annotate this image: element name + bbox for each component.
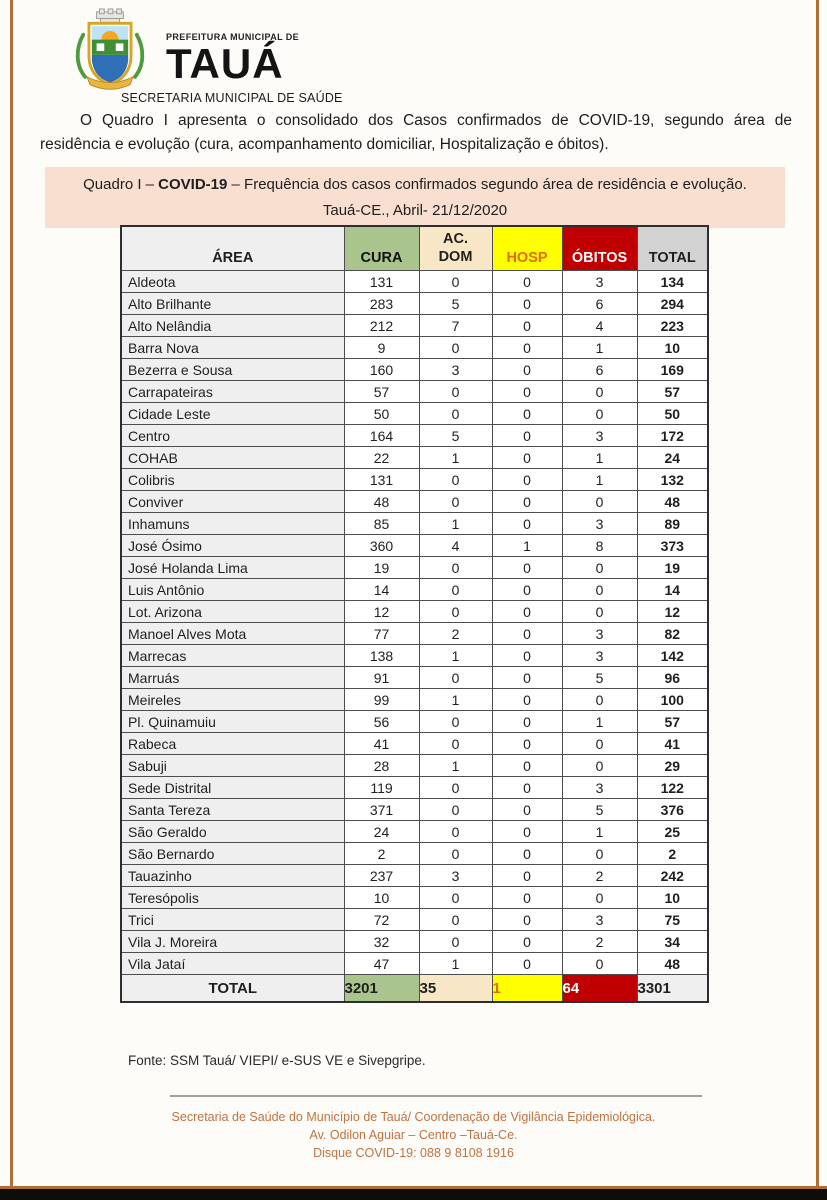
area-cell: São Bernardo — [121, 843, 344, 865]
hosp-cell: 0 — [492, 315, 562, 337]
area-cell: Pl. Quinamuiu — [121, 711, 344, 733]
table-body — [121, 271, 708, 975]
table-row — [121, 337, 708, 359]
total-cell: 242 — [637, 865, 708, 887]
acdom-cell: 0 — [419, 403, 492, 425]
table-row — [121, 579, 708, 601]
total-cell: 172 — [637, 425, 708, 447]
page-border-right — [816, 0, 819, 1186]
acdom-cell: 0 — [419, 667, 492, 689]
obitos-cell: 0 — [562, 491, 637, 513]
obitos-cell: 0 — [562, 601, 637, 623]
obitos-cell: 0 — [562, 689, 637, 711]
cura-cell: 160 — [344, 359, 419, 381]
hosp-cell: 0 — [492, 601, 562, 623]
header-ac-dom — [419, 226, 492, 271]
table-row — [121, 645, 708, 667]
area-cell: COHAB — [121, 447, 344, 469]
title-covid-label: COVID-19 — [158, 176, 228, 193]
table-row — [121, 513, 708, 535]
cura-cell: 237 — [344, 865, 419, 887]
header-ac-dom-line2: DOM — [438, 249, 473, 266]
cura-cell: 85 — [344, 513, 419, 535]
obitos-cell: 3 — [562, 513, 637, 535]
hosp-cell: 0 — [492, 447, 562, 469]
header-total: TOTAL — [637, 226, 708, 271]
total-cell: 75 — [637, 909, 708, 931]
hosp-cell: 0 — [492, 865, 562, 887]
area-cell: Barra Nova — [121, 337, 344, 359]
obitos-cell: 2 — [562, 931, 637, 953]
hosp-cell: 0 — [492, 909, 562, 931]
table-row — [121, 667, 708, 689]
hosp-cell: 0 — [492, 271, 562, 293]
acdom-cell: 1 — [419, 689, 492, 711]
footer-line3: Disque COVID-19: 088 9 8108 1916 — [313, 1146, 514, 1161]
obitos-cell: 0 — [562, 579, 637, 601]
total-cell: 10 — [637, 337, 708, 359]
acdom-cell: 5 — [419, 293, 492, 315]
acdom-cell: 0 — [419, 579, 492, 601]
area-cell: Alto Brilhante — [121, 293, 344, 315]
table-row — [121, 733, 708, 755]
title-suffix: – Frequência dos casos confirmados segundo área de residência e evolução. — [227, 176, 747, 193]
table-total-row — [121, 975, 708, 1002]
hosp-cell: 0 — [492, 821, 562, 843]
total-cell: 96 — [637, 667, 708, 689]
total-cell: 29 — [637, 755, 708, 777]
acdom-cell: 5 — [419, 425, 492, 447]
hosp-cell: 0 — [492, 293, 562, 315]
cura-cell: 283 — [344, 293, 419, 315]
total-cell: 169 — [637, 359, 708, 381]
area-cell: Vila Jataí — [121, 953, 344, 975]
obitos-cell: 4 — [562, 315, 637, 337]
table-row — [121, 689, 708, 711]
table-header — [121, 226, 708, 271]
acdom-cell: 0 — [419, 469, 492, 491]
total-cell: 57 — [637, 381, 708, 403]
cura-cell: 22 — [344, 447, 419, 469]
acdom-cell: 0 — [419, 777, 492, 799]
table-row — [121, 887, 708, 909]
obitos-cell: 3 — [562, 425, 637, 447]
total-cell: 2 — [637, 843, 708, 865]
document-footer — [0, 1108, 827, 1162]
obitos-cell: 1 — [562, 337, 637, 359]
cura-cell: 2 — [344, 843, 419, 865]
obitos-cell: 0 — [562, 755, 637, 777]
hosp-cell: 0 — [492, 733, 562, 755]
total-cell: 41 — [637, 733, 708, 755]
table-row — [121, 777, 708, 799]
obitos-cell: 1 — [562, 711, 637, 733]
title-prefix: Quadro I – — [83, 176, 159, 193]
area-cell: Conviver — [121, 491, 344, 513]
area-cell: São Geraldo — [121, 821, 344, 843]
hosp-cell: 0 — [492, 667, 562, 689]
acdom-cell: 0 — [419, 733, 492, 755]
obitos-cell: 0 — [562, 843, 637, 865]
area-cell: Luis Antônio — [121, 579, 344, 601]
acdom-cell: 0 — [419, 557, 492, 579]
acdom-cell: 7 — [419, 315, 492, 337]
area-cell: Inhamuns — [121, 513, 344, 535]
hosp-cell: 0 — [492, 931, 562, 953]
table-row — [121, 293, 708, 315]
total-cell: 122 — [637, 777, 708, 799]
document-header — [62, 8, 299, 96]
area-cell: Bezerra e Sousa — [121, 359, 344, 381]
hosp-cell: 0 — [492, 623, 562, 645]
cura-cell: 41 — [344, 733, 419, 755]
table-row — [121, 469, 708, 491]
cura-cell: 91 — [344, 667, 419, 689]
table-row — [121, 359, 708, 381]
area-cell: Meireles — [121, 689, 344, 711]
total-obitos-cell: 64 — [562, 975, 637, 1002]
acdom-cell: 1 — [419, 645, 492, 667]
total-cell: 24 — [637, 447, 708, 469]
hosp-cell: 0 — [492, 843, 562, 865]
total-cell: 142 — [637, 645, 708, 667]
table-row — [121, 557, 708, 579]
total-cell: 14 — [637, 579, 708, 601]
acdom-cell: 0 — [419, 799, 492, 821]
hosp-cell: 0 — [492, 557, 562, 579]
obitos-cell: 8 — [562, 535, 637, 557]
obitos-cell: 3 — [562, 777, 637, 799]
footer-line2: Av. Odilon Aguiar – Centro –Tauá-Ce. — [309, 1128, 518, 1143]
header-obitos: ÓBITOS — [562, 226, 637, 271]
cura-cell: 10 — [344, 887, 419, 909]
hosp-cell: 0 — [492, 689, 562, 711]
acdom-cell: 0 — [419, 381, 492, 403]
hosp-cell: 0 — [492, 425, 562, 447]
acdom-cell: 4 — [419, 535, 492, 557]
obitos-cell: 1 — [562, 821, 637, 843]
cura-cell: 360 — [344, 535, 419, 557]
acdom-cell: 1 — [419, 447, 492, 469]
obitos-cell: 3 — [562, 271, 637, 293]
area-cell: Santa Tereza — [121, 799, 344, 821]
obitos-cell: 0 — [562, 887, 637, 909]
total-cell: 134 — [637, 271, 708, 293]
area-cell: José Ósimo — [121, 535, 344, 557]
obitos-cell: 1 — [562, 447, 637, 469]
cura-cell: 99 — [344, 689, 419, 711]
table-row — [121, 425, 708, 447]
table-row — [121, 843, 708, 865]
header-ac-dom-line1: AC. — [443, 231, 468, 247]
table-row — [121, 535, 708, 557]
cura-cell: 47 — [344, 953, 419, 975]
cura-cell: 28 — [344, 755, 419, 777]
cura-cell: 164 — [344, 425, 419, 447]
obitos-cell: 3 — [562, 645, 637, 667]
cura-cell: 57 — [344, 381, 419, 403]
acdom-cell: 0 — [419, 601, 492, 623]
obitos-cell: 0 — [562, 733, 637, 755]
total-cell: 373 — [637, 535, 708, 557]
table-row — [121, 931, 708, 953]
covid-cases-table — [120, 225, 709, 1003]
acdom-cell: 0 — [419, 491, 492, 513]
cura-cell: 56 — [344, 711, 419, 733]
total-cell: 223 — [637, 315, 708, 337]
cura-cell: 131 — [344, 271, 419, 293]
area-cell: José Holanda Lima — [121, 557, 344, 579]
area-cell: Vila J. Moreira — [121, 931, 344, 953]
acdom-cell: 0 — [419, 337, 492, 359]
hosp-cell: 0 — [492, 359, 562, 381]
cura-cell: 19 — [344, 557, 419, 579]
total-hosp-cell: 1 — [492, 975, 562, 1002]
acdom-cell: 0 — [419, 271, 492, 293]
acdom-cell: 0 — [419, 887, 492, 909]
logo-org-small: PREFEITURA MUNICIPAL DE — [166, 32, 300, 42]
acdom-cell: 0 — [419, 931, 492, 953]
obitos-cell: 5 — [562, 799, 637, 821]
acdom-cell: 3 — [419, 865, 492, 887]
table-row — [121, 909, 708, 931]
table-row — [121, 403, 708, 425]
total-cell: 89 — [637, 513, 708, 535]
hosp-cell: 1 — [492, 535, 562, 557]
hosp-cell: 0 — [492, 887, 562, 909]
area-cell: Tauazinho — [121, 865, 344, 887]
footer-divider — [170, 1095, 702, 1097]
acdom-cell: 0 — [419, 821, 492, 843]
area-cell: Colibris — [121, 469, 344, 491]
coat-of-arms-icon — [62, 8, 158, 96]
total-cell: 10 — [637, 887, 708, 909]
cura-cell: 32 — [344, 931, 419, 953]
header-cura: CURA — [344, 226, 419, 271]
hosp-cell: 0 — [492, 491, 562, 513]
hosp-cell: 0 — [492, 755, 562, 777]
obitos-cell: 3 — [562, 623, 637, 645]
table-title-line1 — [71, 172, 759, 198]
obitos-cell: 2 — [562, 865, 637, 887]
total-cura-cell: 3201 — [344, 975, 419, 1002]
obitos-cell: 5 — [562, 667, 637, 689]
area-cell: Centro — [121, 425, 344, 447]
table-source-note: Fonte: SSM Tauá/ VIEPI/ e-SUS VE e Sivepgripe. — [128, 1053, 426, 1068]
total-cell: 48 — [637, 953, 708, 975]
obitos-cell: 0 — [562, 381, 637, 403]
hosp-cell: 0 — [492, 469, 562, 491]
hosp-cell: 0 — [492, 403, 562, 425]
area-cell: Manoel Alves Mota — [121, 623, 344, 645]
page-border-left — [10, 0, 13, 1186]
header-hosp: HOSP — [492, 226, 562, 271]
total-cell: 57 — [637, 711, 708, 733]
table-row — [121, 491, 708, 513]
table-row — [121, 865, 708, 887]
total-cell: 25 — [637, 821, 708, 843]
acdom-cell: 0 — [419, 843, 492, 865]
cura-cell: 131 — [344, 469, 419, 491]
total-cell: 48 — [637, 491, 708, 513]
cura-cell: 72 — [344, 909, 419, 931]
table-row — [121, 601, 708, 623]
hosp-cell: 0 — [492, 579, 562, 601]
table-row — [121, 755, 708, 777]
table-title-band — [45, 167, 785, 228]
cura-cell: 24 — [344, 821, 419, 843]
total-cell: 50 — [637, 403, 708, 425]
total-cell: 19 — [637, 557, 708, 579]
obitos-cell: 0 — [562, 557, 637, 579]
area-cell: Marrecas — [121, 645, 344, 667]
area-cell: Cidade Leste — [121, 403, 344, 425]
logo-org-big: TAUÁ — [166, 40, 284, 87]
cura-cell: 14 — [344, 579, 419, 601]
cura-cell: 48 — [344, 491, 419, 513]
cura-cell: 12 — [344, 601, 419, 623]
acdom-cell: 1 — [419, 953, 492, 975]
table-title-line2: Tauá-CE., Abril- 21/12/2020 — [322, 201, 508, 219]
table-row — [121, 315, 708, 337]
area-cell: Marruás — [121, 667, 344, 689]
obitos-cell: 6 — [562, 359, 637, 381]
footer-line1: Secretaria de Saúde do Município de Tauá/ Coordenação de Vigilância Epidemiológica. — [171, 1110, 656, 1124]
cura-cell: 138 — [344, 645, 419, 667]
area-cell: Sede Distrital — [121, 777, 344, 799]
table-row — [121, 447, 708, 469]
hosp-cell: 0 — [492, 953, 562, 975]
hosp-cell: 0 — [492, 337, 562, 359]
cura-cell: 119 — [344, 777, 419, 799]
acdom-cell: 2 — [419, 623, 492, 645]
area-cell: Lot. Arizona — [121, 601, 344, 623]
cura-cell: 9 — [344, 337, 419, 359]
cura-cell: 77 — [344, 623, 419, 645]
obitos-cell: 0 — [562, 403, 637, 425]
acdom-cell: 1 — [419, 513, 492, 535]
table-row — [121, 953, 708, 975]
total-acdom-cell: 35 — [419, 975, 492, 1002]
hosp-cell: 0 — [492, 645, 562, 667]
hosp-cell: 0 — [492, 381, 562, 403]
cura-cell: 50 — [344, 403, 419, 425]
acdom-cell: 0 — [419, 909, 492, 931]
hosp-cell: 0 — [492, 799, 562, 821]
table-row — [121, 799, 708, 821]
hosp-cell: 0 — [492, 711, 562, 733]
area-cell: Sabuji — [121, 755, 344, 777]
intro-paragraph: O Quadro I apresenta o consolidado dos Casos confirmados de COVID-19, segundo área de residência e evolução (cura, acompanhamento domiciliar, Hospitalização e óbitos). — [40, 112, 792, 154]
area-cell: Teresópolis — [121, 887, 344, 909]
acdom-cell: 3 — [419, 359, 492, 381]
obitos-cell: 0 — [562, 953, 637, 975]
acdom-cell: 1 — [419, 755, 492, 777]
table-row — [121, 381, 708, 403]
obitos-cell: 1 — [562, 469, 637, 491]
area-cell: Rabeca — [121, 733, 344, 755]
total-cell: 82 — [637, 623, 708, 645]
cura-cell: 371 — [344, 799, 419, 821]
table-row — [121, 271, 708, 293]
total-label-cell: TOTAL — [121, 975, 344, 1002]
total-cell: 132 — [637, 469, 708, 491]
hosp-cell: 0 — [492, 513, 562, 535]
total-cell: 376 — [637, 799, 708, 821]
hosp-cell: 0 — [492, 777, 562, 799]
acdom-cell: 0 — [419, 711, 492, 733]
table-row — [121, 623, 708, 645]
obitos-cell: 3 — [562, 909, 637, 931]
header-area: ÁREA — [121, 226, 344, 271]
department-title: SECRETARIA MUNICIPAL DE SAÚDE — [121, 91, 343, 105]
total-cell: 34 — [637, 931, 708, 953]
area-cell: Aldeota — [121, 271, 344, 293]
cura-cell: 212 — [344, 315, 419, 337]
total-cell: 12 — [637, 601, 708, 623]
area-cell: Trici — [121, 909, 344, 931]
page-bottom-bar — [0, 1189, 827, 1200]
table-row — [121, 821, 708, 843]
total-cell: 100 — [637, 689, 708, 711]
table-row — [121, 711, 708, 733]
total-total-cell: 3301 — [637, 975, 708, 1002]
area-cell: Carrapateiras — [121, 381, 344, 403]
total-cell: 294 — [637, 293, 708, 315]
obitos-cell: 6 — [562, 293, 637, 315]
logo-wordmark — [166, 8, 299, 85]
area-cell: Alto Nelândia — [121, 315, 344, 337]
